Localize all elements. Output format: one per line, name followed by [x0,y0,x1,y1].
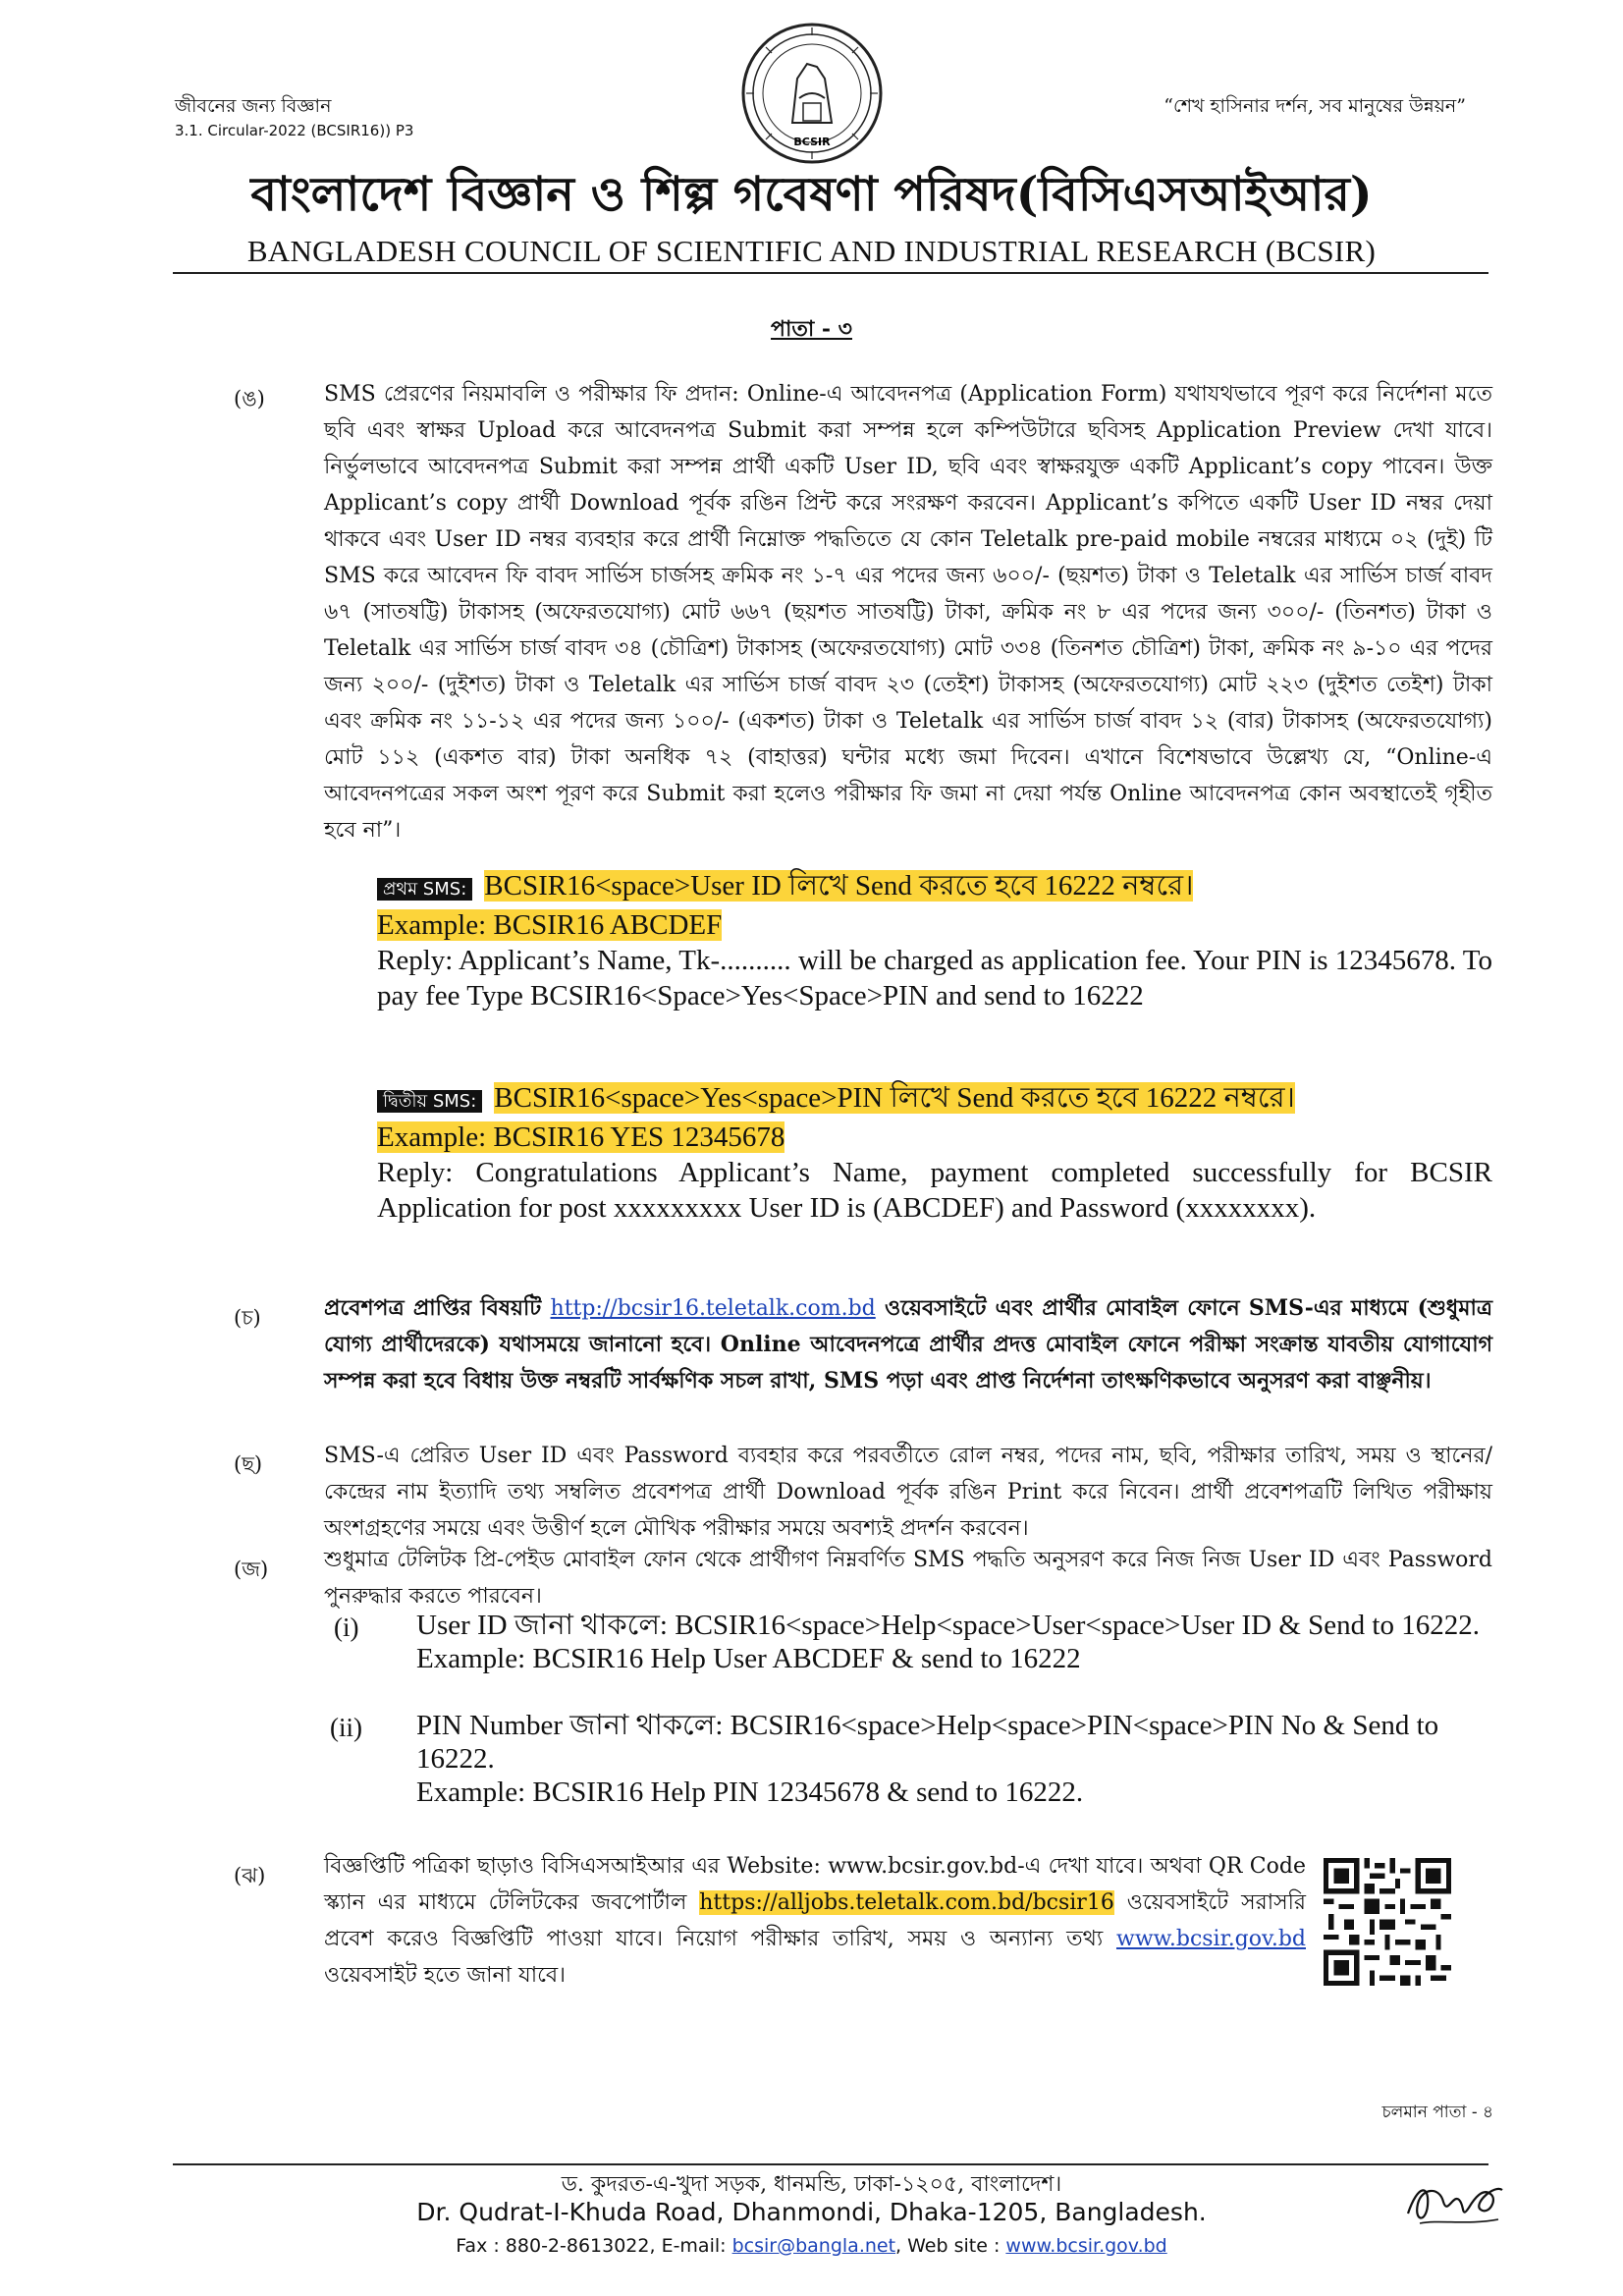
sms1-reply: Reply: Applicant’s Name, Tk-.......... will be charged as application fee. Your PIN is 12345678. To pay fee Type BCSIR16<Space>Yes<Space>PIN and send to 16222 [377,945,1492,1011]
sms2-instruction-line [377,1080,1492,1120]
qr-code-icon[interactable] [1324,1858,1451,1986]
admit-card-paragraph [324,1290,1492,1399]
sms2-tag: দ্বিতীয় SMS: [377,1090,482,1113]
sms1-tag: প্রথম SMS: [377,878,472,901]
fax-label: Fax : 880-2-8613022, E-mail: [456,2235,727,2257]
item-marker: (চ) [234,1306,261,1330]
recover-pin-line: PIN Number জানা থাকলে: BCSIR16<space>Help<space>PIN<space>PIN No & Send to 16222. [416,1710,1439,1775]
website-text-1: বিজ্ঞপ্তিটি পত্রিকা ছাড়াও বিসিএসআইআর এর Website: www.bcsir.gov.bd-এ দেখা যাবে। অথবা QR Code স্ক্যান এর মাধ্যমে টেলিটকের জবপোর্টাল [324,1854,1306,1915]
sms-rules-paragraph: SMS প্রেরণের নিয়মাবলি ও পরীক্ষার ফি প্রদান: Online-এ আবেদনপত্র (Application Form) যথাযথভাবে পূরণ করে নির্দেশনা মতে ছবি এবং স্বাক্ষর Upload করে আবেদনপত্র Submit করা সম্পন্ন হলে কম্পিউটারে ছবিসহ Application Preview দেখা যাবে। নির্ভুলভাবে আবেদনপত্র Submit করা সম্পন্ন প্রার্থী একটি User ID, ছবি এবং স্বাক্ষরযুক্ত একটি Applicant’s copy পাবেন। উক্ত Applicant’s copy প্রার্থী Download পূর্বক রঙিন প্রিন্ট করে সংরক্ষণ করবেন। Applicant’s কপিতে একটি User ID নম্বর দেয়া থাকবে এবং User ID নম্বর ব্যবহার করে প্রার্থী নিম্নোক্ত পদ্ধতিতে যে কোন Teletalk pre-paid mobile নম্বরের মাধ্যমে ০২ (দুই) টি SMS করে আবেদন ফি বাবদ সার্ভিস চার্জসহ ক্রমিক নং ১-৭ এর পদের জন্য ৬০০/- (ছয়শত) টাকা ও Teletalk এর সার্ভিস চার্জ বাবদ ৬৭ (সাতষট্টি) টাকাসহ (অফেরতযোগ্য) মোট ৬৬৭ (ছয়শত সাতষট্টি) টাকা, ক্রমিক নং ৮ এর পদের জন্য ৩০০/- (তিনশত) টাকা ও Teletalk এর সার্ভিস চার্জ বাবদ ৩৪ (চৌত্রিশ) টাকাসহ (অফেরতযোগ্য) মোট ৩৩৪ (তিনশত চৌত্রিশ) টাকা, ক্রমিক নং ৯-১০ এর পদের জন্য ২০০/- (দুইশত) টাকা ও Teletalk এর সার্ভিস চার্জ বাবদ ২৩ (তেইশ) টাকাসহ (অফেরতযোগ্য) মোট ২২৩ (দুইশত তেইশ) টাকা এবং ক্রমিক নং ১১-১২ এর পদের জন্য ১০০/- (একশত) টাকা ও Teletalk এর সার্ভিস চার্জ বাবদ ১২ (বার) টাকাসহ (অফেরতযোগ্য) মোট ১১২ (একশত বার) টাকা অনধিক ৭২ (বাহাত্তর) ঘন্টার মধ্যে জমা দিবেন। এখানে বিশেষভাবে উল্লেখ্য যে, “Online-এ আবেদনপত্রের সকল অংশ পূরণ করে Submit করা হলেও পরীক্ষার ফি জমা না দেয়া পর্যন্ত Online আবেদনপত্র কোন অবস্থাতেই গৃহীত হবে না”। [324,382,1492,843]
sms2-instruction: BCSIR16<space>Yes<space>PIN লিখে Send করতে হবে 16222 নম্বরে। [494,1082,1295,1114]
signature-image [1400,2164,1508,2235]
admit-card-text-rest: ওয়েবসাইটে এবং প্রার্থীর মোবাইল ফোনে SMS-এর মাধ্যমে (শুধুমাত্র যোগ্য প্রার্থীদেরকে) যথাসময়ে জানানো হবে। Online আবেদনপত্রে প্রার্থীর প্রদত্ত মোবাইল ফোনে পরীক্ষা সংক্রান্ত যাবতীয় যোগাযোগ সম্পন্ন করা হবে বিধায় উক্ত নম্বরটি সার্বক্ষণিক সচল রাখা, SMS পড়া এবং প্রাপ্ত নির্দেশনা তাৎক্ষণিকভাবে অনুসরণ করা বাঞ্ছনীয়। [324,1295,1493,1394]
address-bangla: ড. কুদরত-এ-খুদা সড়ক, ধানমন্ডি, ঢাকা-১২০৫, বাংলাদেশ। [561,2172,1062,2197]
page-number: পাতা - ৩ [771,316,852,342]
website-paragraph [324,1848,1306,1994]
sms1-instruction-line [377,868,1492,907]
organization-title-english: BANGLADESH COUNCIL OF SCIENTIFIC AND INDUSTRIAL RESEARCH (BCSIR) [246,234,1377,268]
address-english: Dr. Qudrat-I-Khuda Road, Dhanmondi, Dhaka-1205, Bangladesh. [416,2198,1207,2226]
bcsir-logo [738,20,886,167]
recover-userid-line: User ID জানা থাকলে: BCSIR16<space>Help<space>User<space>User ID & Send to 16222. [416,1610,1480,1641]
sms1-instruction: BCSIR16<space>User ID লিখে Send করতে হবে 16222 নম্বরে। [484,870,1194,902]
svg-text:BCSIR: BCSIR [793,136,831,148]
sms1-example: Example: BCSIR16 ABCDEF [377,909,723,941]
recover-by-userid [416,1609,1496,1675]
slogan: “শেখ হাসিনার দর্শন, সব মানুষের উন্নয়ন” [1163,95,1466,117]
item-marker: (জ) [234,1558,269,1581]
admit-card-text-start: প্রবেশপত্র প্রাপ্তির বিষয়টি [324,1295,542,1321]
sms2-block [377,1080,1492,1226]
website-label: , Web site : [895,2235,1001,2257]
sms2-reply: Reply: Congratulations Applicant’s Name, payment completed successfully for BCSIR Application for post xxxxxxxxx User ID is (ABCDEF) and Password (xxxxxxxx). [377,1157,1492,1224]
footer-website-link[interactable]: www.bcsir.gov.bd [1005,2235,1167,2257]
download-admit-paragraph: SMS-এ প্রেরিত User ID এবং Password ব্যবহার করে পরবর্তীতে রোল নম্বর, পদের নাম, ছবি, পরীক্ষার তারিখ, সময় ও স্থানের/কেন্দ্রের নাম ইত্যাদি তথ্য সম্বলিত প্রবেশপত্র প্রার্থী Download পূর্বক রঙিন Print করে নিবেন। প্রার্থী প্রবেশপত্রটি লিখিত পরীক্ষায় অংশগ্রহণের সময়ে এবং উত্তীর্ণ হলে মৌখিক পরীক্ষার সময়ে অবশ্যই প্রদর্শন করবেন। [324,1444,1492,1541]
item-marker: (ছ) [234,1452,263,1476]
recovery-paragraph: শুধুমাত্র টেলিটক প্রি-পেইড মোবাইল ফোন থেকে প্রার্থীগণ নিম্নবর্ণিত SMS পদ্ধতি অনুসরণ করে নিজ নিজ User ID এবং Password পুনরুদ্ধার করতে পারবেন। [324,1548,1492,1609]
footer-divider [173,2163,1488,2165]
item-marker: (ঙ) [234,387,265,410]
subitem-marker: (ii) [330,1713,362,1742]
tagline: জীবনের জন্য বিজ্ঞান [175,95,332,117]
website-text-3: ওয়েবসাইট হতে জানা যাবে। [324,1963,567,1988]
sms1-block [377,868,1492,1013]
bcsir-website-link[interactable]: www.bcsir.gov.bd [1115,1927,1306,1951]
recover-pin-example: Example: BCSIR16 Help PIN 12345678 & send to 16222. [416,1777,1084,1808]
email-link[interactable]: bcsir@bangla.net [731,2235,896,2257]
teletalk-admit-link[interactable]: http://bcsir16.teletalk.com.bd [550,1296,876,1321]
website-text-2: ওয়েবসাইটে সরাসরি প্রবেশ করেও বিজ্ঞপ্তিটি পাওয়া যাবে। নিয়োগ পরীক্ষার তারিখ, সময় ও অন্যান্য তথ্য [324,1890,1307,1951]
organization-title-bangla: বাংলাদেশ বিজ্ঞান ও শিল্প গবেষণা পরিষদ(বিসিএসআইআর) [250,167,1373,222]
continued-page-label: চলমান পাতা - ৪ [1381,2103,1493,2122]
alljobs-link[interactable]: https://alljobs.teletalk.com.bd/bcsir16 [699,1890,1114,1915]
item-marker: (ঝ) [234,1864,266,1887]
sms2-example: Example: BCSIR16 YES 12345678 [377,1121,785,1153]
contact-line [0,2235,1623,2257]
subitem-marker: (i) [334,1613,359,1642]
header-divider [173,272,1488,274]
circular-reference: 3.1. Circular-2022 (BCSIR16)) P3 [175,122,414,139]
recover-userid-example: Example: BCSIR16 Help User ABCDEF & send to 16222 [416,1643,1081,1674]
recover-by-pin [416,1709,1496,1809]
